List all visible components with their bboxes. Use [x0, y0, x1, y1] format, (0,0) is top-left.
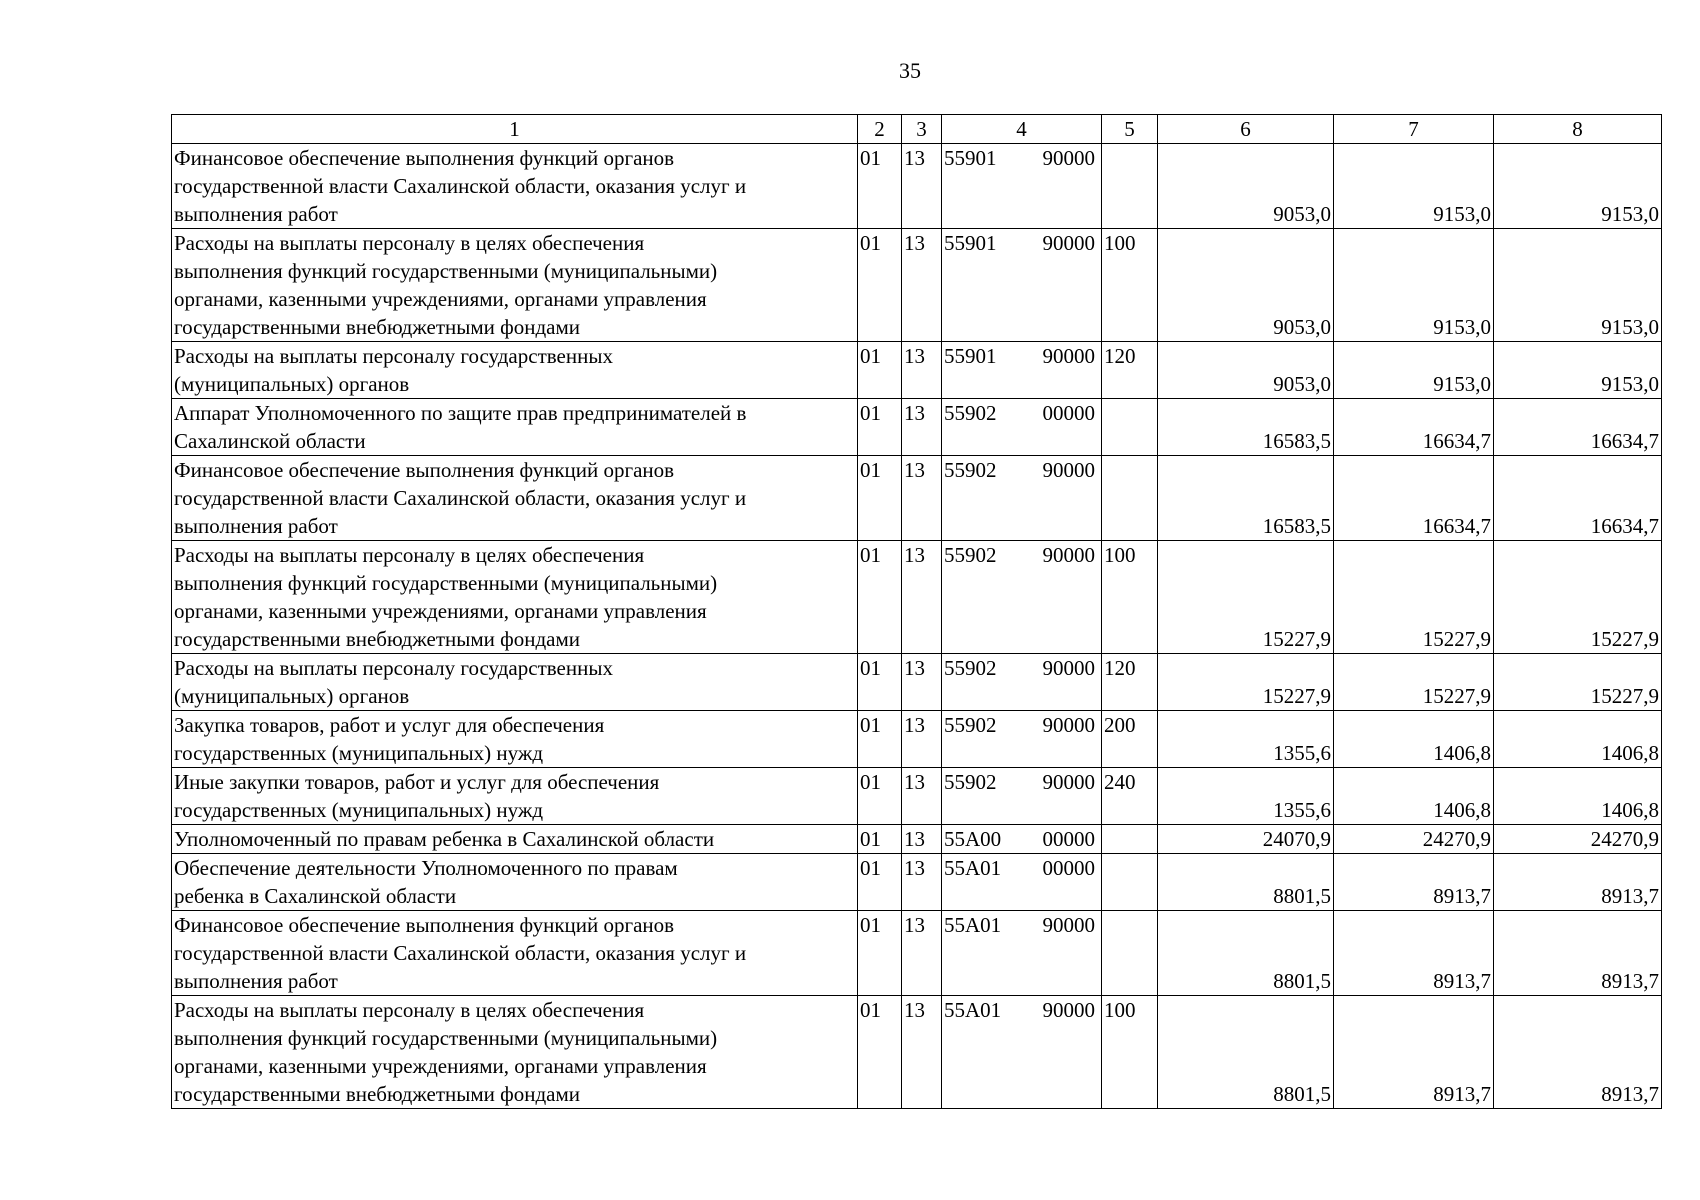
row-name-cell: Финансовое обеспечение выполнения функций органов государственной власти Сахалинской области, оказания услуг и выполнения работ: [172, 456, 858, 541]
target-article-cell: [942, 229, 1102, 342]
subsection-code-cell: 13: [902, 768, 942, 825]
header-cell-8: 8: [1494, 115, 1662, 144]
direction-code: 90000: [1042, 458, 1095, 482]
row-name-cell: Финансовое обеспечение выполнения функций органов государственной власти Сахалинской области, оказания услуг и выполнения работ: [172, 144, 858, 229]
row-name-cell: Расходы на выплаты персоналу в целях обеспечения выполнения функций государственными (муниципальными) органами, казенными учреждениями, органами управления государственными внебюджетными фондами: [172, 996, 858, 1109]
target-article-code: [944, 854, 1099, 882]
target-article-code: [944, 711, 1099, 739]
budget-table: [171, 114, 1662, 1109]
subsection-code-cell: 13: [902, 456, 942, 541]
section-code-cell: 01: [858, 144, 902, 229]
amount-year1-cell: 15227,9: [1158, 654, 1334, 711]
table-row: [172, 768, 1662, 825]
expense-type-cell: 100: [1102, 229, 1158, 342]
subsection-code-cell: 13: [902, 229, 942, 342]
program-code: 55901: [944, 231, 997, 255]
amount-year2-cell: 15227,9: [1334, 541, 1494, 654]
amount-year1-cell: 8801,5: [1158, 854, 1334, 911]
amount-year1-cell: 8801,5: [1158, 996, 1334, 1109]
amount-year2-cell: 16634,7: [1334, 456, 1494, 541]
amount-year2-cell: 16634,7: [1334, 399, 1494, 456]
expense-type-cell: 100: [1102, 996, 1158, 1109]
row-name-cell: Уполномоченный по правам ребенка в Сахалинской области: [172, 825, 858, 854]
table-row: [172, 825, 1662, 854]
amount-year1-cell: 9053,0: [1158, 229, 1334, 342]
amount-year2-cell: 9153,0: [1334, 144, 1494, 229]
direction-code: 90000: [1042, 656, 1095, 680]
target-article-code: [944, 541, 1099, 569]
amount-year3-cell: 24270,9: [1494, 825, 1662, 854]
header-cell-6: 6: [1158, 115, 1334, 144]
target-article-cell: [942, 711, 1102, 768]
amount-year1-cell: 1355,6: [1158, 711, 1334, 768]
target-article-cell: [942, 399, 1102, 456]
table-row: [172, 541, 1662, 654]
amount-year3-cell: 15227,9: [1494, 541, 1662, 654]
target-article-cell: [942, 768, 1102, 825]
header-cell-2: 2: [858, 115, 902, 144]
table-row: [172, 911, 1662, 996]
target-article-code: [944, 144, 1099, 172]
program-code: 55902: [944, 458, 997, 482]
amount-year1-cell: 16583,5: [1158, 399, 1334, 456]
target-article-cell: [942, 854, 1102, 911]
amount-year3-cell: 15227,9: [1494, 654, 1662, 711]
subsection-code-cell: 13: [902, 144, 942, 229]
direction-code: 90000: [1042, 543, 1095, 567]
amount-year2-cell: 1406,8: [1334, 711, 1494, 768]
table-row: [172, 144, 1662, 229]
amount-year2-cell: 8913,7: [1334, 854, 1494, 911]
expense-type-cell: [1102, 144, 1158, 229]
amount-year2-cell: 9153,0: [1334, 229, 1494, 342]
row-name-cell: Расходы на выплаты персоналу в целях обеспечения выполнения функций государственными (муниципальными) органами, казенными учреждениями, органами управления государственными внебюджетными фондами: [172, 541, 858, 654]
direction-code: 00000: [1042, 401, 1095, 425]
header-cell-7: 7: [1334, 115, 1494, 144]
target-article-code: [944, 911, 1099, 939]
amount-year3-cell: 16634,7: [1494, 399, 1662, 456]
page-number: 35: [899, 58, 921, 83]
direction-code: 90000: [1042, 770, 1095, 794]
direction-code: 00000: [1042, 856, 1095, 880]
subsection-code-cell: 13: [902, 854, 942, 911]
amount-year3-cell: 9153,0: [1494, 342, 1662, 399]
row-name-cell: Финансовое обеспечение выполнения функций органов государственной власти Сахалинской области, оказания услуг и выполнения работ: [172, 911, 858, 996]
amount-year2-cell: 24270,9: [1334, 825, 1494, 854]
program-code: 55901: [944, 344, 997, 368]
subsection-code-cell: 13: [902, 541, 942, 654]
header-cell-4: 4: [942, 115, 1102, 144]
amount-year1-cell: 9053,0: [1158, 342, 1334, 399]
amount-year2-cell: 8913,7: [1334, 996, 1494, 1109]
target-article-cell: [942, 996, 1102, 1109]
amount-year1-cell: 15227,9: [1158, 541, 1334, 654]
header-row: [172, 115, 1662, 144]
header-cell-3: 3: [902, 115, 942, 144]
amount-year2-cell: 8913,7: [1334, 911, 1494, 996]
program-code: 55А00: [944, 827, 1002, 851]
target-article-code: [944, 825, 1099, 853]
direction-code: 90000: [1042, 913, 1095, 937]
amount-year1-cell: 1355,6: [1158, 768, 1334, 825]
section-code-cell: 01: [858, 996, 902, 1109]
amount-year1-cell: 9053,0: [1158, 144, 1334, 229]
amount-year2-cell: 1406,8: [1334, 768, 1494, 825]
target-article-code: [944, 456, 1099, 484]
amount-year3-cell: 8913,7: [1494, 854, 1662, 911]
table-row: [172, 854, 1662, 911]
expense-type-cell: 120: [1102, 654, 1158, 711]
row-name-cell: Обеспечение деятельности Уполномоченного по правам ребенка в Сахалинской области: [172, 854, 858, 911]
row-name-cell: Расходы на выплаты персоналу государственных (муниципальных) органов: [172, 654, 858, 711]
amount-year3-cell: 16634,7: [1494, 456, 1662, 541]
expense-type-cell: [1102, 456, 1158, 541]
expense-type-cell: 100: [1102, 541, 1158, 654]
amount-year3-cell: 9153,0: [1494, 229, 1662, 342]
table-row: [172, 654, 1662, 711]
direction-code: 90000: [1042, 231, 1095, 255]
section-code-cell: 01: [858, 825, 902, 854]
row-name-cell: Расходы на выплаты персоналу государственных (муниципальных) органов: [172, 342, 858, 399]
table-row: [172, 996, 1662, 1109]
program-code: 55902: [944, 656, 997, 680]
program-code: 55901: [944, 146, 997, 170]
target-article-cell: [942, 654, 1102, 711]
subsection-code-cell: 13: [902, 711, 942, 768]
target-article-cell: [942, 342, 1102, 399]
target-article-cell: [942, 456, 1102, 541]
amount-year1-cell: 16583,5: [1158, 456, 1334, 541]
expense-type-cell: 240: [1102, 768, 1158, 825]
subsection-code-cell: 13: [902, 654, 942, 711]
target-article-cell: [942, 144, 1102, 229]
row-name-cell: Расходы на выплаты персоналу в целях обеспечения выполнения функций государственными (муниципальными) органами, казенными учреждениями, органами управления государственными внебюджетными фондами: [172, 229, 858, 342]
target-article-cell: [942, 825, 1102, 854]
subsection-code-cell: 13: [902, 399, 942, 456]
amount-year3-cell: 1406,8: [1494, 711, 1662, 768]
target-article-cell: [942, 911, 1102, 996]
amount-year1-cell: 24070,9: [1158, 825, 1334, 854]
direction-code: 00000: [1042, 827, 1095, 851]
target-article-code: [944, 399, 1099, 427]
amount-year2-cell: 9153,0: [1334, 342, 1494, 399]
direction-code: 90000: [1042, 146, 1095, 170]
program-code: 55902: [944, 401, 997, 425]
target-article-code: [944, 342, 1099, 370]
program-code: 55902: [944, 713, 997, 737]
amount-year1-cell: 8801,5: [1158, 911, 1334, 996]
target-article-cell: [942, 541, 1102, 654]
amount-year3-cell: 8913,7: [1494, 996, 1662, 1109]
section-code-cell: 01: [858, 854, 902, 911]
header-cell-1: 1: [172, 115, 858, 144]
section-code-cell: 01: [858, 654, 902, 711]
expense-type-cell: 120: [1102, 342, 1158, 399]
program-code: 55А01: [944, 913, 1002, 937]
program-code: 55А01: [944, 998, 1002, 1022]
program-code: 55902: [944, 543, 997, 567]
amount-year3-cell: 8913,7: [1494, 911, 1662, 996]
target-article-code: [944, 654, 1099, 682]
target-article-code: [944, 996, 1099, 1024]
subsection-code-cell: 13: [902, 996, 942, 1109]
section-code-cell: 01: [858, 456, 902, 541]
section-code-cell: 01: [858, 711, 902, 768]
amount-year2-cell: 15227,9: [1334, 654, 1494, 711]
target-article-code: [944, 768, 1099, 796]
direction-code: 90000: [1042, 713, 1095, 737]
section-code-cell: 01: [858, 229, 902, 342]
section-code-cell: 01: [858, 541, 902, 654]
direction-code: 90000: [1042, 998, 1095, 1022]
section-code-cell: 01: [858, 768, 902, 825]
section-code-cell: 01: [858, 399, 902, 456]
table-row: [172, 456, 1662, 541]
table-row: [172, 399, 1662, 456]
row-name-cell: Закупка товаров, работ и услуг для обеспечения государственных (муниципальных) нужд: [172, 711, 858, 768]
target-article-code: [944, 229, 1099, 257]
expense-type-cell: [1102, 399, 1158, 456]
table-body: [172, 144, 1662, 1109]
expense-type-cell: [1102, 911, 1158, 996]
table-row: [172, 229, 1662, 342]
row-name-cell: Аппарат Уполномоченного по защите прав предпринимателей в Сахалинской области: [172, 399, 858, 456]
expense-type-cell: [1102, 825, 1158, 854]
row-name-cell: Иные закупки товаров, работ и услуг для обеспечения государственных (муниципальных) нужд: [172, 768, 858, 825]
expense-type-cell: 200: [1102, 711, 1158, 768]
subsection-code-cell: 13: [902, 911, 942, 996]
expense-type-cell: [1102, 854, 1158, 911]
section-code-cell: 01: [858, 342, 902, 399]
subsection-code-cell: 13: [902, 825, 942, 854]
program-code: 55902: [944, 770, 997, 794]
table-row: [172, 711, 1662, 768]
section-code-cell: 01: [858, 911, 902, 996]
amount-year3-cell: 9153,0: [1494, 144, 1662, 229]
amount-year3-cell: 1406,8: [1494, 768, 1662, 825]
program-code: 55А01: [944, 856, 1002, 880]
header-cell-5: 5: [1102, 115, 1158, 144]
table-row: [172, 342, 1662, 399]
direction-code: 90000: [1042, 344, 1095, 368]
subsection-code-cell: 13: [902, 342, 942, 399]
